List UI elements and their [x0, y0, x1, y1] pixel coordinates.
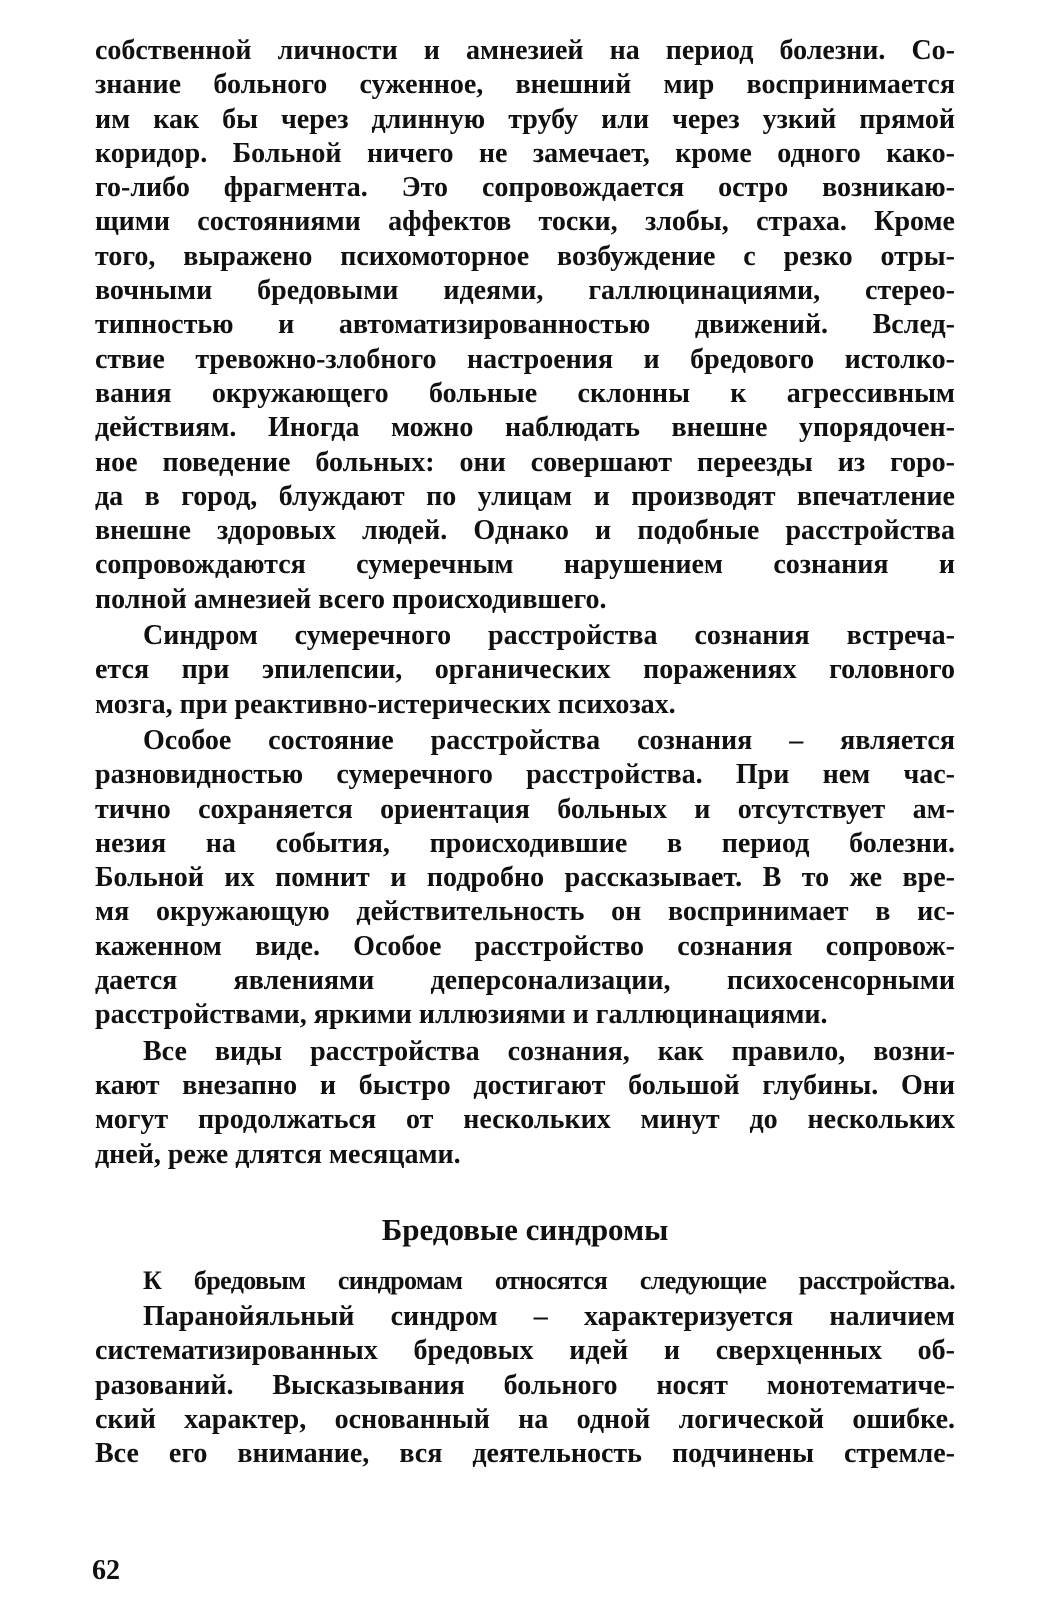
text-line: типностью и автоматизированностью движений. Вслед- — [95, 309, 955, 341]
text-line: действиям. Иногда можно наблюдать внешне упорядочен- — [95, 412, 955, 444]
page-number: 62 — [92, 1555, 120, 1586]
text-line: Больной их помнит и подробно рассказывает. В то же вре- — [95, 862, 955, 894]
text-line: того, выражено психомоторное возбуждение с резко отры- — [95, 240, 955, 272]
text-line: полной амнезией всего происходившего. — [95, 583, 607, 615]
text-line: могут продолжаться от нескольких минут до нескольких — [95, 1104, 955, 1136]
text-line: кают внезапно и быстро достигают большой глубины. Они — [95, 1069, 955, 1101]
text-line: им как бы через длинную трубу или через узкий прямой — [95, 103, 955, 135]
text-line — [95, 1300, 955, 1334]
text-line: тично сохраняется ориентация больных и отсутствует ам- — [95, 793, 955, 825]
term-special-state: Особое состояние расстройства сознания — [143, 724, 753, 756]
page-text — [95, 34, 955, 1472]
paragraph-all-types — [95, 1035, 955, 1172]
text-line: щими состояниями аффектов тоски, злобы, страха. Кроме — [95, 206, 955, 238]
section-heading: Бредовые синдромы — [381, 1211, 669, 1247]
text-line: дней, реже длятся месяцами. — [95, 1138, 461, 1170]
text-line: Синдром сумеречного расстройства сознания встреча- — [143, 620, 955, 652]
text-line: внешне здоровых людей. Однако и подобные расстройства — [95, 515, 955, 547]
text-line: дается явлениями деперсонализации, психосенсорными — [95, 965, 955, 997]
paragraph-twilight-description — [95, 34, 955, 617]
term-paranoid-syndrome: Паранойяльный синдром — [143, 1301, 498, 1333]
text-line: ствие тревожно-злобного настроения и бредового истолко- — [95, 343, 955, 375]
text-line: расстройствами, яркими иллюзиями и галлюцинациями. — [95, 999, 828, 1031]
text-line: мозга, при реактивно-истерических психозах. — [95, 688, 676, 720]
term-continuation: – характеризуется наличием — [497, 1301, 955, 1333]
text-line: коридор. Больной ничего не замечает, кроме одного како- — [95, 137, 955, 169]
text-line: ский характер, основанный на одной логической ошибке. — [95, 1403, 955, 1435]
paragraph-special-state — [95, 724, 955, 1033]
text-line: каженном виде. Особое расстройство сознания сопровож- — [95, 930, 955, 962]
section-lead: К бредовым синдромам относятся следующие расстройства. — [143, 1265, 955, 1295]
paragraph-paranoid-syndrome — [95, 1300, 955, 1471]
text-line: го-либо фрагмента. Это сопровождается остро возникаю- — [95, 172, 955, 204]
text-line: Все виды расстройства сознания, как правило, возни- — [143, 1035, 955, 1067]
text-line: мя окружающую действительность он воспринимает в ис- — [95, 896, 955, 928]
text-line: сопровождаются сумеречным нарушением сознания и — [95, 549, 955, 581]
text-line: систематизированных бредовых идей и сверхценных об- — [95, 1335, 955, 1367]
text-line: собственной личности и амнезией на период болезни. Со- — [95, 35, 955, 66]
text-line — [95, 724, 955, 758]
text-line: разновидностью сумеречного расстройства. При нем час- — [95, 759, 955, 791]
text-line: вочными бредовыми идеями, галлюцинациями, стерео- — [95, 275, 955, 307]
text-line: разований. Высказывания больного носят монотематиче- — [95, 1369, 955, 1401]
text-line: Все его внимание, вся деятельность подчинены стремле- — [95, 1438, 955, 1470]
text-line: вания окружающего больные склонны к агрессивным — [95, 377, 955, 409]
term-continuation: – является — [752, 724, 955, 756]
text-line: знание больного суженное, внешний мир воспринимается — [95, 69, 955, 101]
text-line: да в город, блуждают по улицам и производят впечатление — [95, 480, 955, 512]
text-line: ется при эпилепсии, органических поражениях головного — [95, 654, 955, 686]
text-line: ное поведение больных: они совершают переезды из горо- — [95, 446, 955, 478]
text-line: незия на события, происходившие в период болезни. — [95, 827, 955, 859]
paragraph-twilight-occurrence — [95, 619, 955, 722]
